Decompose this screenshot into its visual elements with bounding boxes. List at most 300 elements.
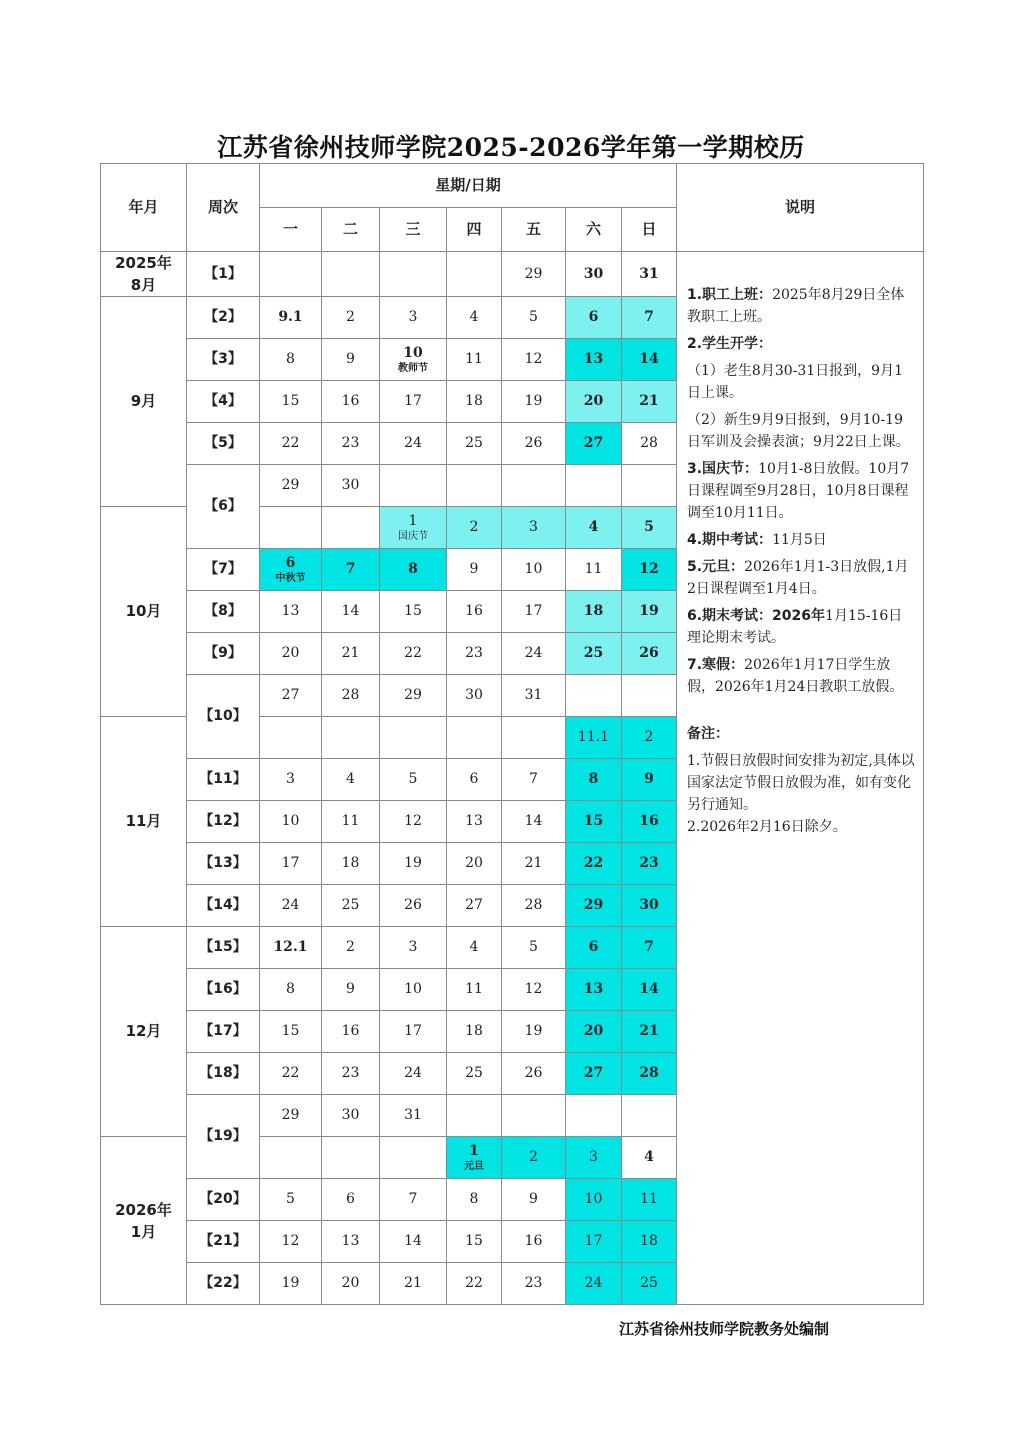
date-number: 30 bbox=[583, 265, 604, 282]
date-number: 17 bbox=[524, 603, 543, 620]
date-number: 10 bbox=[403, 344, 423, 361]
date-number: 17 bbox=[584, 1233, 603, 1250]
date-cell-sat bbox=[566, 675, 622, 717]
date-cell-sat bbox=[566, 297, 622, 339]
date-cell-tue bbox=[322, 297, 380, 339]
date-cell-fri bbox=[502, 633, 566, 675]
date-cell-fri bbox=[502, 717, 566, 759]
date-cell-thu bbox=[447, 465, 502, 507]
holiday-note: 中秋节 bbox=[275, 572, 306, 584]
week-number: 【21】 bbox=[187, 1221, 260, 1263]
date-cell-thu bbox=[447, 423, 502, 465]
date-number: 22 bbox=[404, 645, 422, 662]
date-number: 18 bbox=[341, 855, 360, 872]
date-cell-wed bbox=[380, 1263, 447, 1305]
date-cell-wed bbox=[380, 381, 447, 423]
date-cell-sat bbox=[566, 1011, 622, 1053]
note-7 bbox=[687, 654, 915, 698]
date-cell-thu bbox=[447, 591, 502, 633]
note-5 bbox=[687, 556, 915, 600]
date-cell-sat bbox=[566, 1263, 622, 1305]
date-cell-sat bbox=[566, 507, 622, 549]
remark-title: 备注： bbox=[687, 726, 729, 742]
date-cell-sun bbox=[622, 969, 677, 1011]
date-cell-wed bbox=[380, 1095, 447, 1137]
date-cell-wed bbox=[380, 252, 447, 297]
week-number: 【10】 bbox=[187, 675, 260, 759]
date-cell-mon bbox=[260, 423, 322, 465]
date-cell-wed bbox=[380, 843, 447, 885]
date-number: 25 bbox=[465, 1065, 483, 1082]
date-number: 5 bbox=[529, 309, 538, 326]
date-cell-mon bbox=[260, 591, 322, 633]
date-number: 23 bbox=[639, 855, 659, 872]
date-cell-fri bbox=[502, 1221, 566, 1263]
date-number: 9.1 bbox=[278, 309, 303, 326]
date-number: 26 bbox=[404, 897, 422, 914]
date-cell-sun bbox=[622, 339, 677, 381]
date-number: 15 bbox=[281, 393, 300, 410]
date-cell-tue bbox=[322, 927, 380, 969]
date-cell-sat bbox=[566, 1053, 622, 1095]
date-number: 19 bbox=[524, 393, 543, 410]
date-cell-fri bbox=[502, 1095, 566, 1137]
date-cell-thu bbox=[447, 885, 502, 927]
date-number: 11 bbox=[640, 1191, 658, 1208]
date-number: 2 bbox=[346, 309, 355, 326]
date-cell-mon bbox=[260, 339, 322, 381]
date-cell-tue bbox=[322, 1179, 380, 1221]
date-cell-tue bbox=[322, 801, 380, 843]
date-number: 11 bbox=[341, 813, 360, 830]
date-cell-thu bbox=[447, 1011, 502, 1053]
date-number: 24 bbox=[281, 897, 300, 914]
date-number: 12 bbox=[404, 813, 422, 830]
date-number: 17 bbox=[404, 393, 422, 410]
date-cell-mon bbox=[260, 465, 322, 507]
note-7-text: 2026年1月17日学生放假，2026年1月24日教职工放假。 bbox=[687, 657, 904, 695]
date-cell-fri bbox=[502, 927, 566, 969]
date-cell-tue bbox=[322, 339, 380, 381]
month-label: 9月 bbox=[101, 297, 187, 507]
weekday-tue: 二 bbox=[322, 208, 380, 252]
week-number: 【14】 bbox=[187, 885, 260, 927]
date-number: 3 bbox=[408, 309, 418, 326]
weekday-sun: 日 bbox=[622, 208, 677, 252]
date-number: 6 bbox=[588, 939, 599, 956]
date-number: 9 bbox=[529, 1191, 538, 1208]
date-number: 4 bbox=[644, 1149, 654, 1166]
date-number: 8 bbox=[286, 351, 295, 368]
date-number: 20 bbox=[281, 645, 300, 662]
date-number: 19 bbox=[524, 1023, 543, 1040]
date-number: 21 bbox=[524, 855, 543, 872]
date-cell-sat bbox=[566, 1221, 622, 1263]
date-cell-mon bbox=[260, 1053, 322, 1095]
week-number: 【16】 bbox=[187, 969, 260, 1011]
date-cell-thu bbox=[447, 717, 502, 759]
date-number: 18 bbox=[640, 1233, 658, 1250]
date-number: 2 bbox=[346, 939, 355, 956]
date-cell-tue bbox=[322, 633, 380, 675]
date-number: 25 bbox=[341, 897, 360, 914]
date-number: 3 bbox=[408, 939, 418, 956]
date-number: 25 bbox=[640, 1275, 658, 1292]
date-cell-mon bbox=[260, 759, 322, 801]
date-number: 13 bbox=[465, 813, 483, 830]
date-cell-wed bbox=[380, 717, 447, 759]
note-7-title: 7.寒假： bbox=[687, 657, 745, 673]
date-cell-thu bbox=[447, 675, 502, 717]
header-month: 年月 bbox=[101, 164, 187, 252]
date-cell-sat bbox=[566, 843, 622, 885]
note-4 bbox=[687, 529, 915, 551]
date-number: 25 bbox=[583, 645, 604, 662]
week-number: 【17】 bbox=[187, 1011, 260, 1053]
date-number: 3 bbox=[589, 1149, 598, 1166]
weekday-wed: 三 bbox=[380, 208, 447, 252]
week-number: 【15】 bbox=[187, 927, 260, 969]
date-cell-thu bbox=[447, 801, 502, 843]
date-number: 26 bbox=[524, 435, 543, 452]
date-number: 20 bbox=[583, 1023, 604, 1040]
date-number: 5 bbox=[286, 1191, 295, 1208]
date-cell-wed bbox=[380, 339, 447, 381]
date-cell-mon bbox=[260, 1221, 322, 1263]
month-label: 10月 bbox=[101, 507, 187, 717]
date-cell-sat bbox=[566, 252, 622, 297]
date-cell-sun bbox=[622, 1263, 677, 1305]
week-number: 【7】 bbox=[187, 549, 260, 591]
date-cell-sun bbox=[622, 843, 677, 885]
note-1-title: 1.职工上班： bbox=[687, 287, 773, 303]
date-number: 17 bbox=[404, 1023, 422, 1040]
date-number: 29 bbox=[524, 265, 543, 282]
date-number: 9 bbox=[469, 561, 479, 578]
date-number: 28 bbox=[640, 435, 658, 452]
date-number: 28 bbox=[341, 687, 360, 704]
date-cell-mon bbox=[260, 1179, 322, 1221]
date-cell-mon bbox=[260, 252, 322, 297]
date-number: 2 bbox=[469, 519, 479, 536]
date-number: 6 bbox=[588, 309, 599, 326]
date-cell-fri bbox=[502, 381, 566, 423]
note-2-title: 2.学生开学： bbox=[687, 336, 773, 352]
date-cell-thu bbox=[447, 1137, 502, 1179]
date-cell-wed bbox=[380, 885, 447, 927]
week-number: 【11】 bbox=[187, 759, 260, 801]
note-1 bbox=[687, 284, 915, 328]
date-cell-sat bbox=[566, 381, 622, 423]
week-number: 【13】 bbox=[187, 843, 260, 885]
date-cell-thu bbox=[447, 1221, 502, 1263]
date-number: 12 bbox=[524, 351, 543, 368]
remark-2 bbox=[687, 816, 915, 838]
date-cell-mon bbox=[260, 717, 322, 759]
date-number: 3 bbox=[286, 771, 295, 788]
date-number: 10 bbox=[524, 561, 543, 578]
date-cell-sat bbox=[566, 969, 622, 1011]
date-number: 19 bbox=[404, 855, 422, 872]
date-cell-tue bbox=[322, 717, 380, 759]
date-cell-wed bbox=[380, 1053, 447, 1095]
date-number: 16 bbox=[524, 1233, 543, 1250]
date-cell-sun bbox=[622, 1179, 677, 1221]
date-number: 5 bbox=[408, 771, 418, 788]
date-cell-wed bbox=[380, 633, 447, 675]
weekday-mon: 一 bbox=[260, 208, 322, 252]
date-cell-mon bbox=[260, 843, 322, 885]
date-cell-sun bbox=[622, 591, 677, 633]
date-cell-tue bbox=[322, 969, 380, 1011]
week-number: 【6】 bbox=[187, 465, 260, 549]
note-5-text: 2026年1月1-3日放假,1月2日课程调至1月4日。 bbox=[687, 559, 909, 597]
date-cell-mon bbox=[260, 381, 322, 423]
date-number: 8 bbox=[469, 1191, 479, 1208]
date-number: 12 bbox=[281, 1233, 300, 1250]
date-cell-tue bbox=[322, 675, 380, 717]
note-3-title: 3.国庆节： bbox=[687, 461, 759, 477]
date-cell-sat bbox=[566, 1179, 622, 1221]
date-number: 11.1 bbox=[577, 729, 610, 746]
date-number: 29 bbox=[281, 477, 300, 494]
date-number: 23 bbox=[341, 1065, 360, 1082]
note-6-text: 1月15-16日理论期末考试。 bbox=[687, 608, 903, 646]
date-number: 15 bbox=[465, 1233, 483, 1250]
holiday-note: 元旦 bbox=[464, 1160, 484, 1172]
date-number: 12.1 bbox=[273, 939, 308, 956]
date-number: 7 bbox=[644, 939, 654, 956]
week-number: 【4】 bbox=[187, 381, 260, 423]
date-cell-sat bbox=[566, 927, 622, 969]
date-number: 14 bbox=[341, 603, 360, 620]
date-cell-sun bbox=[622, 549, 677, 591]
date-number: 14 bbox=[524, 813, 543, 830]
date-number: 8 bbox=[408, 561, 418, 578]
date-number: 31 bbox=[639, 265, 659, 282]
date-number: 7 bbox=[529, 771, 538, 788]
date-number: 30 bbox=[341, 477, 360, 494]
date-number: 22 bbox=[281, 435, 300, 452]
week-number: 【12】 bbox=[187, 801, 260, 843]
date-cell-tue bbox=[322, 423, 380, 465]
date-number: 8 bbox=[286, 981, 295, 998]
week-number: 【5】 bbox=[187, 423, 260, 465]
note-6-title: 6.期末考试：2026年 bbox=[687, 608, 826, 624]
date-number: 16 bbox=[465, 603, 483, 620]
date-cell-thu bbox=[447, 507, 502, 549]
date-number: 24 bbox=[584, 1275, 603, 1292]
date-cell-wed bbox=[380, 549, 447, 591]
date-cell-tue bbox=[322, 1137, 380, 1179]
date-cell-sun bbox=[622, 633, 677, 675]
date-number: 6 bbox=[346, 1191, 355, 1208]
date-number: 23 bbox=[524, 1275, 543, 1292]
date-number: 31 bbox=[404, 1107, 422, 1124]
date-cell-wed bbox=[380, 801, 447, 843]
date-cell-tue bbox=[322, 1095, 380, 1137]
date-cell-sat bbox=[566, 339, 622, 381]
date-number: 5 bbox=[644, 519, 654, 536]
date-cell-wed bbox=[380, 507, 447, 549]
date-number: 26 bbox=[639, 645, 659, 662]
notes-panel bbox=[677, 252, 924, 1305]
date-number: 27 bbox=[583, 1065, 604, 1082]
date-cell-sun bbox=[622, 381, 677, 423]
date-cell-tue bbox=[322, 1011, 380, 1053]
date-cell-sun bbox=[622, 885, 677, 927]
date-cell-sat bbox=[566, 759, 622, 801]
note-5-title: 5.元旦： bbox=[687, 559, 745, 575]
date-number: 22 bbox=[583, 855, 604, 872]
date-number: 23 bbox=[465, 645, 483, 662]
date-cell-mon bbox=[260, 1263, 322, 1305]
date-cell-fri bbox=[502, 969, 566, 1011]
date-cell-wed bbox=[380, 297, 447, 339]
date-number: 18 bbox=[465, 1023, 483, 1040]
date-cell-sun bbox=[622, 507, 677, 549]
holiday-note: 教师节 bbox=[398, 362, 428, 374]
date-number: 13 bbox=[583, 981, 604, 998]
date-cell-mon bbox=[260, 633, 322, 675]
date-number: 16 bbox=[341, 393, 360, 410]
date-number: 23 bbox=[341, 435, 360, 452]
date-cell-fri bbox=[502, 1263, 566, 1305]
date-number: 29 bbox=[583, 897, 604, 914]
date-number: 14 bbox=[639, 351, 659, 368]
date-cell-mon bbox=[260, 1011, 322, 1053]
month-label: 2025年8月 bbox=[101, 252, 187, 297]
note-2a bbox=[687, 360, 915, 404]
date-number: 20 bbox=[465, 855, 483, 872]
note-4-title: 4.期中考试： bbox=[687, 532, 773, 548]
date-cell-tue bbox=[322, 759, 380, 801]
date-cell-thu bbox=[447, 381, 502, 423]
note-1-text: 2025年8月29日全体教职工上班。 bbox=[687, 287, 905, 325]
date-number: 2 bbox=[529, 1149, 538, 1166]
date-cell-sun bbox=[622, 465, 677, 507]
date-cell-thu bbox=[447, 1179, 502, 1221]
date-number: 7 bbox=[408, 1191, 418, 1208]
date-cell-sun bbox=[622, 759, 677, 801]
date-cell-mon bbox=[260, 297, 322, 339]
date-number: 28 bbox=[524, 897, 543, 914]
date-number: 22 bbox=[465, 1275, 483, 1292]
month-label: 11月 bbox=[101, 717, 187, 927]
date-number: 16 bbox=[341, 1023, 360, 1040]
date-cell-wed bbox=[380, 1011, 447, 1053]
date-cell-fri bbox=[502, 297, 566, 339]
date-cell-thu bbox=[447, 1053, 502, 1095]
date-cell-sat bbox=[566, 801, 622, 843]
date-cell-fri bbox=[502, 549, 566, 591]
date-number: 9 bbox=[346, 351, 355, 368]
date-cell-sat bbox=[566, 423, 622, 465]
date-number: 26 bbox=[524, 1065, 543, 1082]
date-number: 13 bbox=[281, 603, 300, 620]
date-cell-sun bbox=[622, 297, 677, 339]
holiday-note: 国庆节 bbox=[398, 530, 428, 542]
date-number: 29 bbox=[281, 1107, 300, 1124]
date-cell-sun bbox=[622, 1011, 677, 1053]
date-number: 11 bbox=[584, 561, 603, 578]
date-number: 9 bbox=[346, 981, 355, 998]
date-number: 19 bbox=[639, 603, 659, 620]
date-number: 11 bbox=[465, 351, 483, 368]
date-cell-thu bbox=[447, 339, 502, 381]
date-number: 30 bbox=[341, 1107, 360, 1124]
date-cell-thu bbox=[447, 843, 502, 885]
date-number: 25 bbox=[465, 435, 483, 452]
date-cell-sun bbox=[622, 927, 677, 969]
date-cell-tue bbox=[322, 381, 380, 423]
date-number: 1 bbox=[469, 1142, 479, 1159]
date-number: 31 bbox=[524, 687, 543, 704]
week-row bbox=[101, 252, 924, 297]
date-cell-mon bbox=[260, 969, 322, 1011]
date-cell-wed bbox=[380, 927, 447, 969]
date-number: 13 bbox=[341, 1233, 360, 1250]
note-6 bbox=[687, 605, 915, 649]
date-cell-fri bbox=[502, 423, 566, 465]
date-cell-sat bbox=[566, 549, 622, 591]
date-number: 21 bbox=[639, 1023, 659, 1040]
remark-1-text: 1.节假日放假时间安排为初定,具体以国家法定节假日放假为准，如有变化另行通知。 bbox=[687, 753, 915, 813]
date-number: 18 bbox=[465, 393, 483, 410]
week-number: 【3】 bbox=[187, 339, 260, 381]
week-number: 【20】 bbox=[187, 1179, 260, 1221]
date-number: 27 bbox=[583, 435, 604, 452]
date-cell-sat bbox=[566, 717, 622, 759]
date-cell-wed bbox=[380, 675, 447, 717]
week-number: 【2】 bbox=[187, 297, 260, 339]
date-number: 11 bbox=[465, 981, 483, 998]
date-cell-fri bbox=[502, 1137, 566, 1179]
week-number: 【8】 bbox=[187, 591, 260, 633]
date-number: 4 bbox=[469, 309, 479, 326]
date-number: 18 bbox=[583, 603, 604, 620]
week-number: 【19】 bbox=[187, 1095, 260, 1179]
week-number: 【9】 bbox=[187, 633, 260, 675]
date-cell-sun bbox=[622, 801, 677, 843]
date-cell-wed bbox=[380, 1221, 447, 1263]
date-number: 1 bbox=[408, 512, 418, 529]
date-number: 12 bbox=[639, 561, 659, 578]
date-cell-wed bbox=[380, 1179, 447, 1221]
date-cell-sat bbox=[566, 1137, 622, 1179]
header-week: 周次 bbox=[187, 164, 260, 252]
date-cell-thu bbox=[447, 1263, 502, 1305]
date-number: 21 bbox=[404, 1275, 422, 1292]
date-number: 15 bbox=[281, 1023, 300, 1040]
date-number: 19 bbox=[281, 1275, 300, 1292]
date-cell-fri bbox=[502, 1179, 566, 1221]
remark bbox=[687, 723, 915, 745]
date-number: 4 bbox=[346, 771, 355, 788]
date-number: 8 bbox=[588, 771, 599, 788]
date-cell-sat bbox=[566, 885, 622, 927]
compiled-by: 江苏省徐州技师学院教务处编制 bbox=[619, 1320, 830, 1338]
remark-1 bbox=[687, 750, 915, 816]
date-cell-thu bbox=[447, 969, 502, 1011]
date-cell-tue bbox=[322, 465, 380, 507]
date-cell-mon bbox=[260, 1095, 322, 1137]
date-cell-sat bbox=[566, 591, 622, 633]
date-cell-fri bbox=[502, 1053, 566, 1095]
weekday-thu: 四 bbox=[447, 208, 502, 252]
note-2b bbox=[687, 409, 915, 453]
date-number: 14 bbox=[639, 981, 659, 998]
